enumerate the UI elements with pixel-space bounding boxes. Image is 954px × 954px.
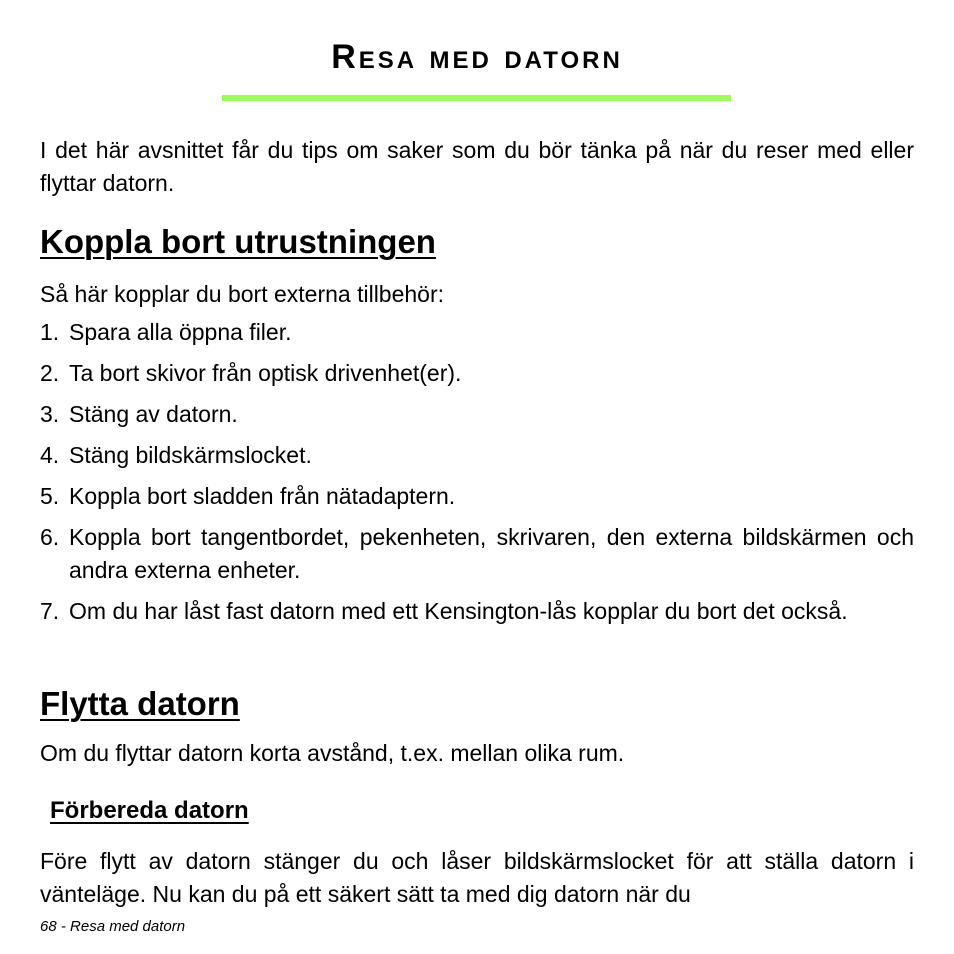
list-item-number: 3. [40,401,60,427]
page-footer: 68 - Resa med datorn [40,918,186,935]
list-item-number: 2. [40,360,60,386]
list-item-text: Koppla bort tangentbordet, pekenheten, skrivaren, den externa bildskärmen och andra externa enheter. [69,524,914,583]
title-underline-bar [222,95,731,101]
list-item [40,398,914,431]
list-item-number: 1. [40,319,60,345]
list-item [40,316,914,349]
list-item-number: 4. [40,442,60,468]
list-item [40,439,914,472]
section-heading-move: Flytta datorn [40,685,240,722]
prepare-paragraph: Före flytt av datorn stänger du och låser bildskärmslocket för att ställa datorn i vänteläge. Nu kan du på ett säkert sätt ta med dig datorn när du [40,848,914,907]
list-item-number: 5. [40,483,60,509]
list-item [40,521,914,587]
list-item-text: Stäng av datorn. [69,401,238,427]
list-item [40,595,914,628]
list-item-text: Spara alla öppna filer. [69,319,292,345]
list-item-number: 7. [40,598,60,624]
section-heading-disconnect: Koppla bort utrustningen [40,223,436,260]
subsection-heading-prepare: Förbereda datorn [50,797,249,824]
list-item-text: Koppla bort sladden från nätadaptern. [69,483,456,509]
list-item [40,480,914,513]
disconnect-steps-list [40,316,914,636]
list-item-text: Ta bort skivor från optisk drivenhet(er). [69,360,462,386]
intro-paragraph: I det här avsnittet får du tips om saker som du bör tänka på när du reser med eller flyttar datorn. [40,137,914,196]
list-item-text: Om du har låst fast datorn med ett Kensington-lås kopplar du bort det också. [69,598,848,624]
list-item-number: 6. [40,524,60,550]
section-lead-disconnect: Så här kopplar du bort externa tillbehör: [40,281,445,307]
page-title: Resa med datorn [331,38,623,76]
list-item [40,357,914,390]
list-item-text: Stäng bildskärmslocket. [69,442,312,468]
section-lead-move: Om du flyttar datorn korta avstånd, t.ex. mellan olika rum. [40,740,625,766]
